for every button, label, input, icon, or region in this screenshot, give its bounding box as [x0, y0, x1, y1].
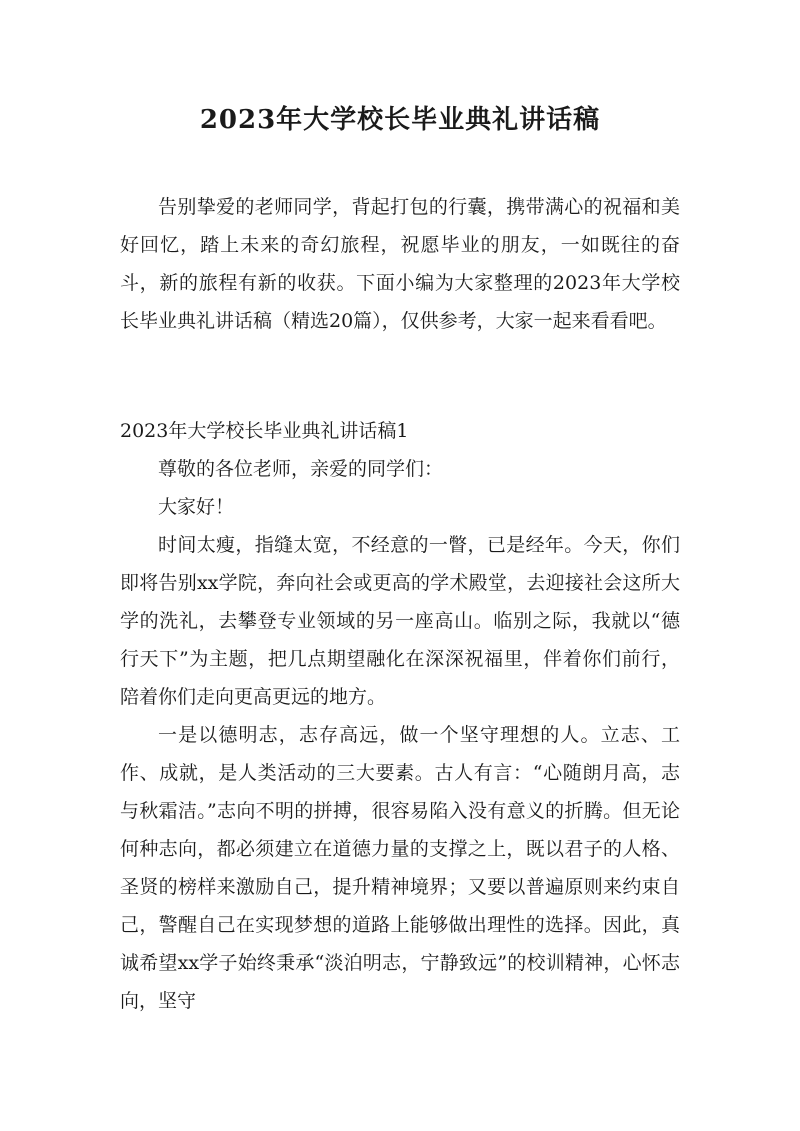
greeting-line: 尊敬的各位老师，亲爱的同学们：	[158, 458, 444, 480]
hello-line: 大家好！	[158, 496, 235, 518]
document-title: 2023年大学校长毕业典礼讲话稿	[199, 105, 601, 135]
intro-paragraph: 告别挚爱的老师同学，背起打包的行囊，携带满心的祝福和美好回忆，踏上未来的奇幻旅程，祝愿毕业的朋友，一如既往的奋斗，新的旅程有新的收获。下面小编为大家整理的2023年大学校长毕业典礼讲话稿（精选20篇），仅供参考，大家一起来看看吧。	[120, 196, 680, 332]
body-paragraph: 时间太瘦，指缝太宽，不经意的一瞥，已是经年。今天，你们即将告别xx学院，奔向社会或更高的学术殿堂，去迎接社会这所大学的洗礼，去攀登专业领域的另一座高山。临别之际，我就以“德行天下”为主题，把几点期望融化在深深祝福里，伴着你们前行，陪着你们走向更高更远的地方。	[120, 534, 680, 708]
section-heading: 2023年大学校长毕业典礼讲话稿1	[120, 420, 409, 442]
body-paragraph: 一是以德明志，志存高远，做一个坚守理想的人。立志、工作、成就，是人类活动的三大要素。古人有言：“心随朗月高，志与秋霜洁。”志向不明的拼搏，很容易陷入没有意义的折腾。但无论何种志向，都必须建立在道德力量的支撑之上，既以君子的人格、圣贤的榜样来激励自己，提升精神境界；又要以普遍原则来约束自己，警醒自己在实现梦想的道路上能够做出理性的选择。因此，真诚希望xx学子始终秉承“淡泊明志，宁静致远”的校训精神，心怀志向，坚守	[120, 724, 680, 1012]
